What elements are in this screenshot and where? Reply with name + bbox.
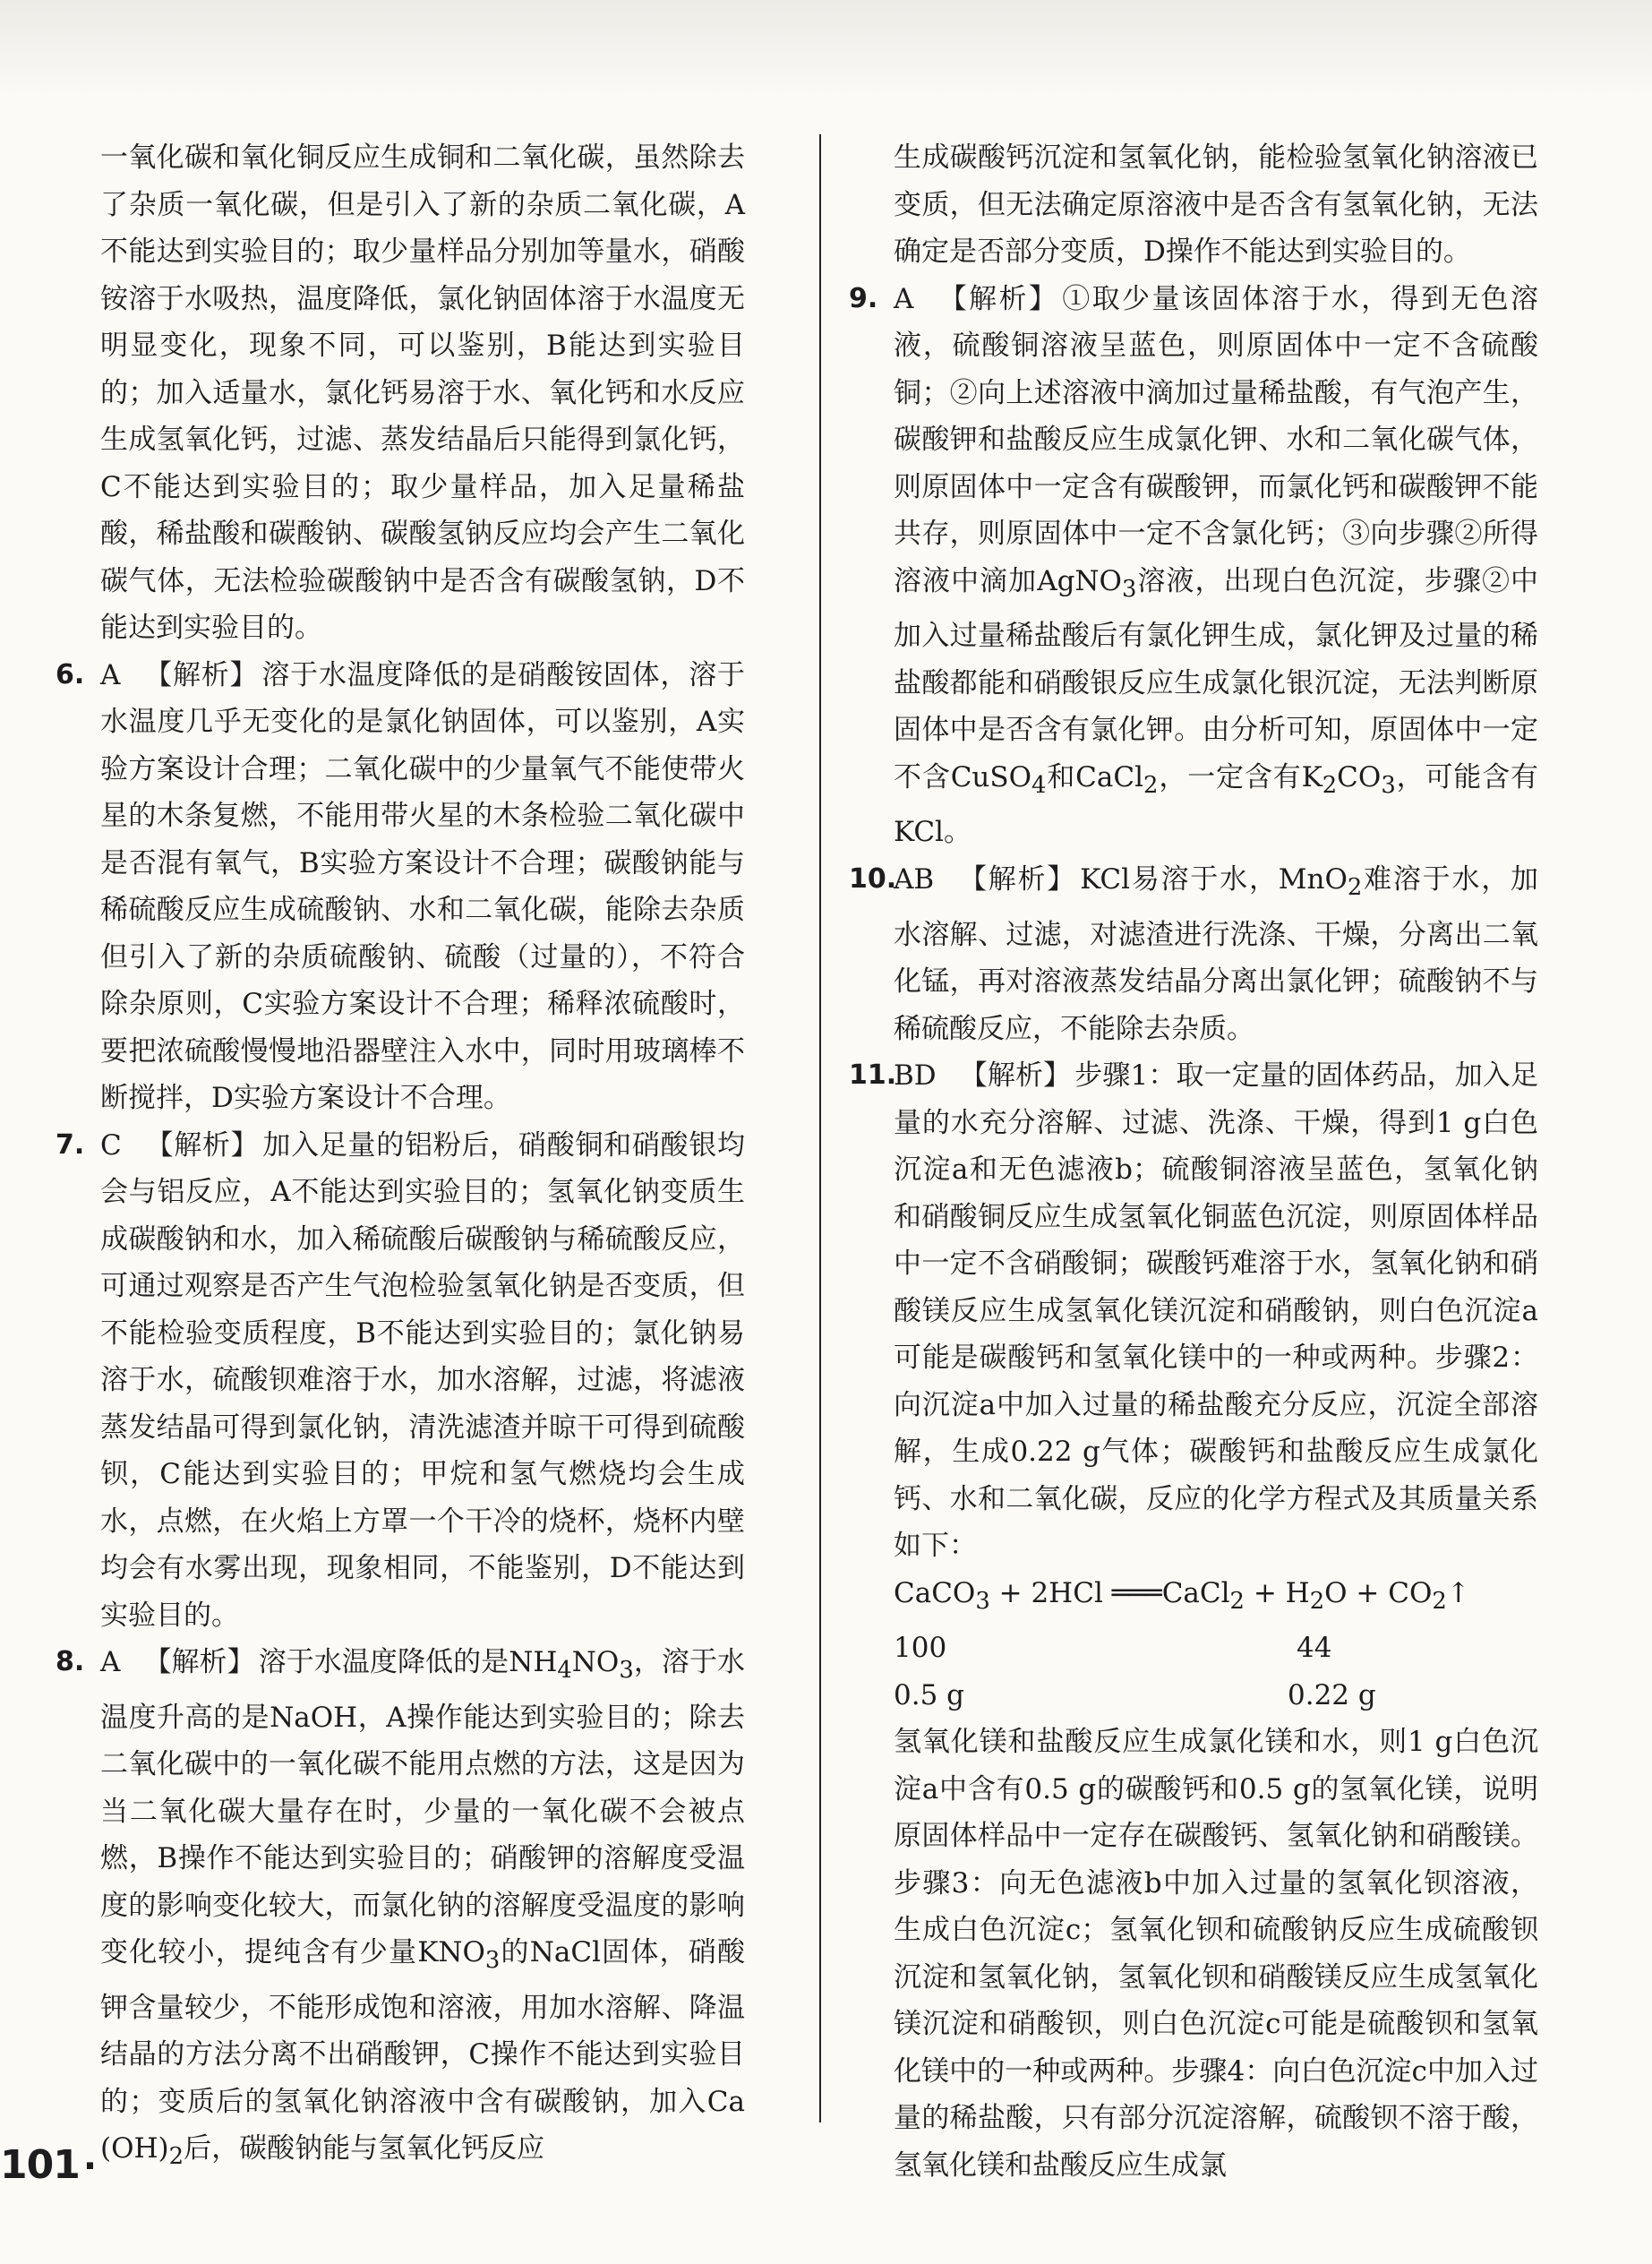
analysis-text: ，一定含有K <box>1158 760 1322 793</box>
q5-continuation: 一氧化碳和氧化铜反应生成铜和二氧化碳，虽然除去了杂质一氧化碳，但是引入了新的杂质二氧化碳，A不能达到实验目的；取少量样品分别加等量水，硝酸铵溶于水吸热，温度降低，氯化钠固体溶于水温度无明显变化，现象不同，可以鉴别，B能达到实验目的；加入适量水，氯化钙易溶于水、氧化钙和水反应生成氢氧化钙，过滤、蒸发结晶后只能得到氯化钙，C不能达到实验目的；取少量样品，加入足量稀盐酸，稀盐酸和碳酸钠、碳酸氢钠反应均会产生二氧化碳气体，无法检验碳酸钠中是否含有碳酸氢钠，D不能达到实验目的。 <box>100 142 745 644</box>
analysis-text: 后，碳酸钠能与氢氧化钙反应 <box>184 2132 545 2165</box>
subscript: 2 <box>168 2143 184 2171</box>
answer-letter: A <box>100 1646 121 1678</box>
right-column <box>849 134 1538 2189</box>
q8-continuation: 生成碳酸钙沉淀和氢氧化钠，能检验氢氧化钠溶液已变质，但无法确定原溶液中是否含有氢氧化钠，无法确定是否部分变质，D操作不能达到实验目的。 <box>894 142 1538 268</box>
analysis-text: 溶于水温度降低的是硝酸铵固体，溶于水温度几乎无变化的是氯化钠固体，可以鉴别，A实验方案设计合理；二氧化碳中的少量氧气不能使带火星的木条复燃，不能用带火星的木条检验二氧化碳中是否混有氧气，B实验方案设计不合理；碳酸钠能与稀硫酸反应生成硫酸钠、水和二氧化碳，能除去杂质但引入了新的杂质硫酸钠、硫酸（过量的），不符合除杂原则，C实验方案设计不合理；稀释浓硫酸时，要把浓硫酸慢慢地沿器壁注入水中，同时用玻璃棒不断搅拌，D实验方案设计不合理。 <box>100 658 746 1114</box>
analysis-tag: 【解析】 <box>143 1646 255 1678</box>
mass-ratio-row <box>849 1625 1538 1672</box>
subscript: 2 <box>1309 1587 1325 1615</box>
analysis-text: NO <box>571 1646 620 1678</box>
left-column <box>56 134 745 2181</box>
subscript: 2 <box>1322 771 1338 799</box>
question-number: 8. <box>56 1646 85 1677</box>
subscript: 2 <box>1347 874 1363 902</box>
analysis-text: 难溶于水，加水溶解、过滤，对滤渣进行洗涤、干燥，分离出二氧化锰，再对溶液蒸发结晶分离出氯化钾；硫酸钠不与稀硫酸反应，不能除去杂质。 <box>894 862 1539 1045</box>
answer-letter: AB <box>894 862 935 896</box>
question-number: 6. <box>56 658 85 690</box>
subscript: 3 <box>975 1587 990 1615</box>
question-6 <box>56 652 745 1122</box>
answer-letter: BD <box>894 1059 937 1093</box>
chemical-equation <box>849 1570 1538 1625</box>
question-number: 9. <box>849 282 878 314</box>
page-number-dot: · <box>82 2146 97 2187</box>
analysis-tag: 【解析】 <box>959 1059 1072 1093</box>
subscript: 3 <box>619 1657 634 1685</box>
question-10 <box>849 856 1538 1052</box>
subscript: 4 <box>557 1657 572 1685</box>
analysis-text: 的NaCl固体，硝酸钾含量较少，不能形成饱和溶液，用加水溶解、降温结晶的方法分离不出硝酸钾，C操作不能达到实验目的；变质后的氢氧化钠溶液中含有碳酸钠，加入Ca(OH) <box>100 1936 745 2165</box>
subscript: 4 <box>1031 771 1047 799</box>
gas-arrow: ↑ <box>1446 1576 1470 1609</box>
subscript: 3 <box>1381 771 1396 799</box>
answer-letter: A <box>894 282 914 315</box>
mass-left: 100 <box>894 1632 947 1665</box>
question-number: 11. <box>849 1059 897 1092</box>
analysis-text: KCl易溶于水，MnO <box>1080 862 1348 896</box>
mass-right: 0.22 g <box>1288 1678 1376 1711</box>
question-11 <box>849 1052 1538 1570</box>
question-number: 7. <box>56 1128 85 1161</box>
column-divider <box>819 134 821 2122</box>
equation-part: O + CO <box>1324 1576 1433 1609</box>
question-7 <box>56 1122 745 1640</box>
question-number: 10. <box>849 862 897 895</box>
equation-part: CaCO <box>894 1576 976 1609</box>
analysis-text: 溶液，出现白色沉淀，步骤②中加入过量稀盐酸后有氯化钾生成，氯化钾及过量的稀盐酸都能和硝酸银反应生成氯化银沉淀，无法判断原固体中是否含有氯化钾。由分析可知，原固体中一定不含CuSO <box>894 564 1538 793</box>
answer-letter: A <box>100 658 121 691</box>
question-9 <box>849 276 1538 856</box>
analysis-text: ，溶于水温度升高的是NaOH，A操作能达到实验目的；除去二氧化碳中的一氧化碳不能用点燃的方法，这是因为当二氧化碳大量存在时，少量的一氧化碳不会被点燃，B操作不能达到实验目的；硝酸钾的溶解度受温度的影响变化较大，而氯化钠的溶解度受温度的影响变化较小，提纯含有少量KNO <box>100 1646 746 1969</box>
subscript: 3 <box>484 1947 501 1975</box>
analysis-text: 溶于水温度降低的是NH <box>258 1646 558 1678</box>
analysis-text: 和CaCl <box>1046 760 1144 793</box>
question-8 <box>56 1639 745 2181</box>
page-number-value: 101 <box>0 2142 80 2188</box>
page-number <box>0 2142 96 2188</box>
q11-continuation: 氢氧化镁和盐酸反应生成氯化镁和水，则1 g白色沉淀a中含有0.5 g的碳酸钙和0.5 g的氢氧化镁，说明原固体样品中一定存在碳酸钙、氢氧化钠和硝酸镁。步骤3：向无色滤液b中加入过量的氢氧化钡溶液，生成白色沉淀c；氢氧化钡和硫酸钠反应生成硫酸钡沉淀和氢氧化钠，氢氧化钡和硝酸镁反应生成氢氧化镁沉淀和硝酸钡，则白色沉淀c可能是硫酸钡和氢氧化镁中的一种或两种。步骤4：向白色沉淀c中加入过量的稀盐酸，只有部分沉淀溶解，硫酸钡不溶于酸，氢氧化镁和盐酸反应生成氯 <box>894 1726 1538 2182</box>
subscript: 2 <box>1143 771 1159 799</box>
mass-right: 44 <box>1297 1632 1332 1665</box>
subscript: 2 <box>1229 1587 1245 1615</box>
equation-part: + 2HCl ═══CaCl <box>989 1576 1230 1609</box>
mass-value-row <box>849 1672 1538 1719</box>
analysis-text: CO <box>1337 760 1382 793</box>
analysis-tag: 【解析】 <box>144 1128 260 1162</box>
page-top-shade <box>0 0 1652 99</box>
subscript: 3 <box>1121 575 1137 603</box>
analysis-text: 加入足量的铝粉后，硝酸铜和硝酸银均会与铝反应，A不能达到实验目的；氢氧化钠变质生成碳酸钠和水，加入稀硫酸后碳酸钠与稀硫酸反应，可通过观察是否产生气泡检验氢氧化钠是否变质，但不能检验变质程度，B不能达到实验目的；氯化钠易溶于水，硫酸钡难溶于水，加水溶解，过滤，将滤液蒸发结晶可得到氯化钠，清洗滤渣并晾干可得到硫酸钡，C能达到实验目的；甲烷和氢气燃烧均会生成水，点燃，在火焰上方罩一个干冷的烧杯，烧杯内壁均会有水雾出现，现象相同，不能鉴别，D不能达到实验目的。 <box>100 1128 746 1632</box>
analysis-tag: 【解析】 <box>957 862 1077 896</box>
analysis-text: ，可能含有KCl。 <box>894 760 1538 849</box>
subscript: 2 <box>1432 1587 1447 1615</box>
mass-left: 0.5 g <box>894 1678 964 1711</box>
equation-part: + H <box>1244 1576 1310 1609</box>
analysis-text: ①取少量该固体溶于水，得到无色溶液，硫酸铜溶液呈蓝色，则原固体中一定不含硫酸铜；②向上述溶液中滴加过量稀盐酸，有气泡产生，碳酸钾和盐酸反应生成氯化钾、水和二氧化碳气体，则原固体中一定含有碳酸钾，而氯化钙和碳酸钾不能共存，则原固体中一定不含氯化钙；③向步骤②所得溶液中滴加AgNO <box>894 282 1539 597</box>
analysis-tag: 【解析】 <box>143 658 259 691</box>
analysis-tag: 【解析】 <box>937 282 1059 315</box>
analysis-text: 步骤1：取一定量的固体药品，加入足量的水充分溶解、过滤、洗涤、干燥，得到1 g白色沉淀a和无色滤液b；硫酸铜溶液呈蓝色，氢氧化钠和硝酸铜反应生成氢氧化铜蓝色沉淀，则原固体样品中一定不含硝酸铜；碳酸钙难溶于水，氢氧化钠和硝酸镁反应生成氢氧化镁沉淀和硝酸钠，则白色沉淀a可能是碳酸钙和氢氧化镁中的一种或两种。步骤2：向沉淀a中加入过量的稀盐酸充分反应，沉淀全部溶解，生成0.22 g气体；碳酸钙和盐酸反应生成氯化钙、水和二氧化碳，反应的化学方程式及其质量关系如下： <box>894 1059 1538 1563</box>
answer-letter: C <box>100 1128 122 1162</box>
